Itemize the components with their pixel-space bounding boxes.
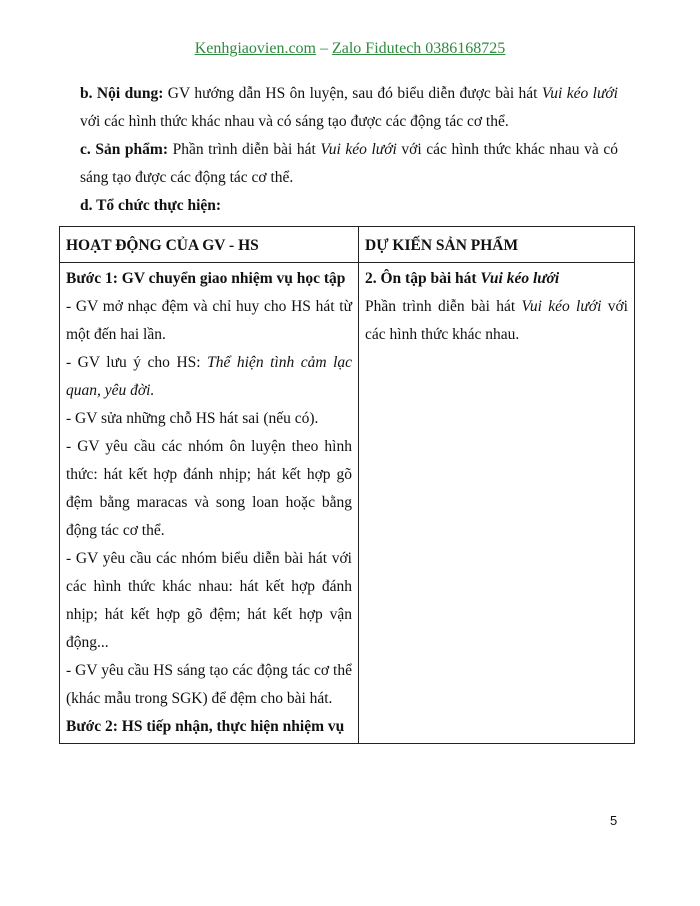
header-products: DỰ KIẾN SẢN PHẨM	[359, 227, 635, 263]
product-title	[365, 265, 628, 293]
content-paragraph	[80, 80, 618, 136]
contact-link[interactable]: Zalo Fidutech 0386168725	[331, 40, 506, 57]
product-text: Phần trình diễn bài hát	[168, 141, 321, 158]
product-description	[365, 293, 628, 349]
product-title-song: Vui kéo lưới	[480, 270, 560, 287]
table-header-row	[60, 227, 635, 263]
organize-paragraph	[80, 192, 618, 220]
activity-item: - GV yêu cầu các nhóm ôn luyện theo hình thức: hát kết hợp đánh nhịp; hát kết hợp gõ đệm bằng maracas và song loan hoặc bằng động tác cơ thể.	[66, 438, 352, 539]
product-desc-end: với các hình thức khác nhau.	[365, 298, 628, 343]
step1-title: Bước 1: GV chuyển giao nhiệm vụ học tập	[66, 270, 346, 287]
product-song: Vui kéo lưới	[320, 141, 397, 158]
activity-item: - GV yêu cầu các nhóm biểu diễn bài hát với các hình thức khác nhau: hát kết hợp đánh nhịp; hát kết hợp gõ đệm; hát kết hợp vận động...	[66, 550, 352, 651]
activity-item-prefix: - GV lưu ý cho HS:	[66, 354, 208, 371]
site-link[interactable]: Kenhgiaovien.com	[194, 40, 316, 57]
products-cell	[359, 263, 635, 744]
content-label: b. Nội dung:	[80, 85, 164, 102]
product-text-end: với các hình thức khác nhau và có sáng tạo được các động tác cơ thể.	[80, 141, 618, 186]
activity-table	[59, 226, 635, 744]
product-label: c. Sản phẩm:	[80, 141, 168, 158]
organize-label: d. Tổ chức thực hiện:	[80, 197, 222, 214]
content-song: Vui kéo lưới	[541, 85, 618, 102]
activity-item	[66, 349, 352, 405]
page-header	[0, 40, 700, 58]
activity-item: - GV yêu cầu HS sáng tạo các động tác cơ thể (khác mẫu trong SGK) để đệm cho bài hát.	[66, 662, 352, 707]
activity-item: - GV mở nhạc đệm và chỉ huy cho HS hát từ một đến hai lần.	[66, 298, 352, 343]
page-number: 5	[610, 813, 618, 828]
product-desc-text: Phần trình diễn bài hát	[365, 298, 522, 315]
activities-cell	[60, 263, 359, 744]
content-text-end: với các hình thức khác nhau và có sáng tạo được các động tác cơ thể.	[80, 113, 509, 130]
activity-item: - GV sửa những chỗ HS hát sai (nếu có).	[66, 410, 319, 427]
header-activities: HOẠT ĐỘNG CỦA GV - HS	[60, 227, 359, 263]
step2-title: Bước 2: HS tiếp nhận, thực hiện nhiệm vụ	[66, 718, 345, 735]
activity-item-italic: Thể hiện tình cảm lạc quan, yêu đời.	[66, 354, 352, 399]
header-separator: –	[315, 40, 332, 57]
content-text: GV hướng dẫn HS ôn luyện, sau đó biểu diễn được bài hát	[163, 85, 542, 102]
product-title-prefix: 2. Ôn tập bài hát	[365, 270, 481, 287]
product-paragraph	[80, 136, 618, 192]
table-row	[60, 263, 635, 744]
product-desc-song: Vui kéo lưới	[521, 298, 602, 315]
